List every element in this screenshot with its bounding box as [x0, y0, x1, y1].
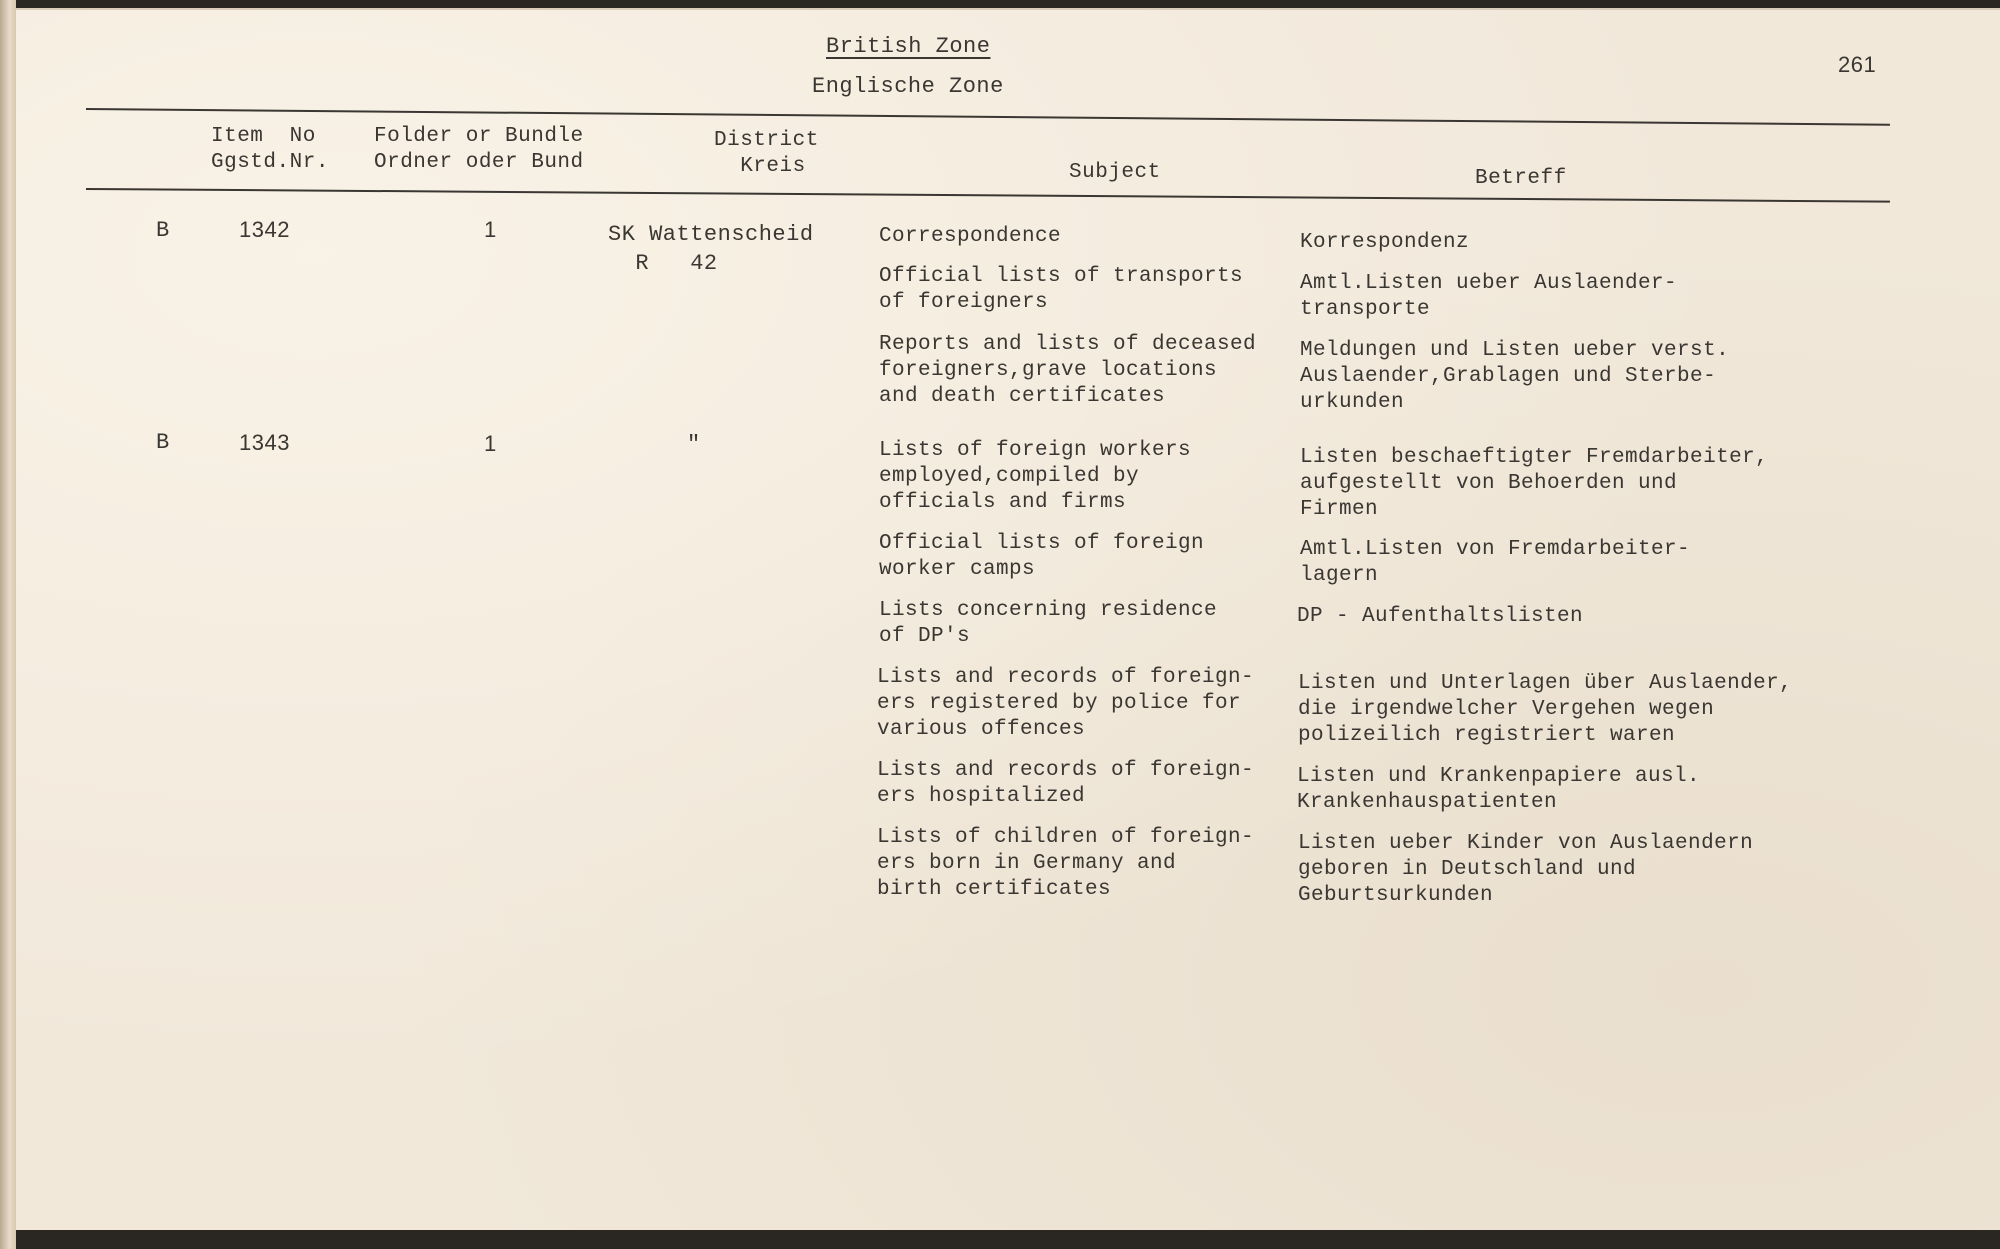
row-folder-count: 1 — [484, 431, 497, 456]
page-title: British Zone — [826, 34, 991, 59]
betreff-entry: Listen beschaeftigter Fremdarbeiter, aufgestellt von Behoerden und Firmen — [1300, 446, 1769, 521]
subject-entry: Official lists of transports of foreigners — [879, 265, 1244, 314]
betreff-entry: Listen ueber Kinder von Auslaendern geboren in Deutschland und Geburtsurkunden — [1298, 832, 1754, 907]
row-letter: B — [156, 430, 170, 455]
row-district-ditto: " — [687, 432, 701, 457]
column-header-folder: Folder or Bundle Ordner oder Bund — [374, 125, 584, 174]
page-number: 261 — [1838, 52, 1877, 77]
column-header-district: District Kreis — [714, 129, 819, 178]
row-item-number: 1343 — [239, 430, 290, 455]
betreff-entry: DP - Aufenthaltslisten — [1297, 605, 1584, 628]
betreff-entry: Meldungen und Listen ueber verst. Auslaender,Grablagen und Sterbe- urkunden — [1300, 339, 1730, 414]
book-binding — [0, 0, 16, 1249]
subject-entry: Correspondence — [879, 225, 1062, 248]
row-folder-count: 1 — [484, 217, 497, 242]
column-header-betreff: Betreff — [1475, 167, 1567, 190]
subject-entry: Lists of foreign workers employed,compiled by officials and firms — [879, 439, 1192, 514]
row-district: SK Wattenscheid R 42 — [608, 222, 814, 276]
betreff-entry: Listen und Unterlagen über Auslaender, die irgendwelcher Vergehen wegen polizeilich registriert waren — [1298, 672, 1793, 747]
subject-entry: Lists and records of foreign- ers registered by police for various offences — [877, 666, 1255, 741]
subject-entry: Lists and records of foreign- ers hospitalized — [877, 759, 1255, 808]
page-subtitle: Englische Zone — [812, 74, 1004, 99]
row-item-number: 1342 — [239, 217, 290, 242]
betreff-entry: Amtl.Listen ueber Auslaender- transporte — [1300, 272, 1678, 321]
subject-entry: Official lists of foreign worker camps — [879, 532, 1205, 581]
column-header-item: Item No Ggstd.Nr. — [211, 125, 329, 174]
subject-entry: Lists concerning residence of DP's — [879, 599, 1218, 648]
betreff-entry: Amtl.Listen von Fremdarbeiter- lagern — [1300, 538, 1691, 587]
column-header-subject: Subject — [1069, 161, 1161, 184]
betreff-entry: Listen und Krankenpapiere ausl. Krankenhauspatienten — [1297, 765, 1701, 814]
subject-entry: Lists of children of foreign- ers born in Germany and birth certificates — [877, 826, 1255, 901]
subject-entry: Reports and lists of deceased foreigners,grave locations and death certificates — [879, 333, 1257, 408]
row-letter: B — [156, 218, 170, 243]
betreff-entry: Korrespondenz — [1300, 231, 1470, 254]
